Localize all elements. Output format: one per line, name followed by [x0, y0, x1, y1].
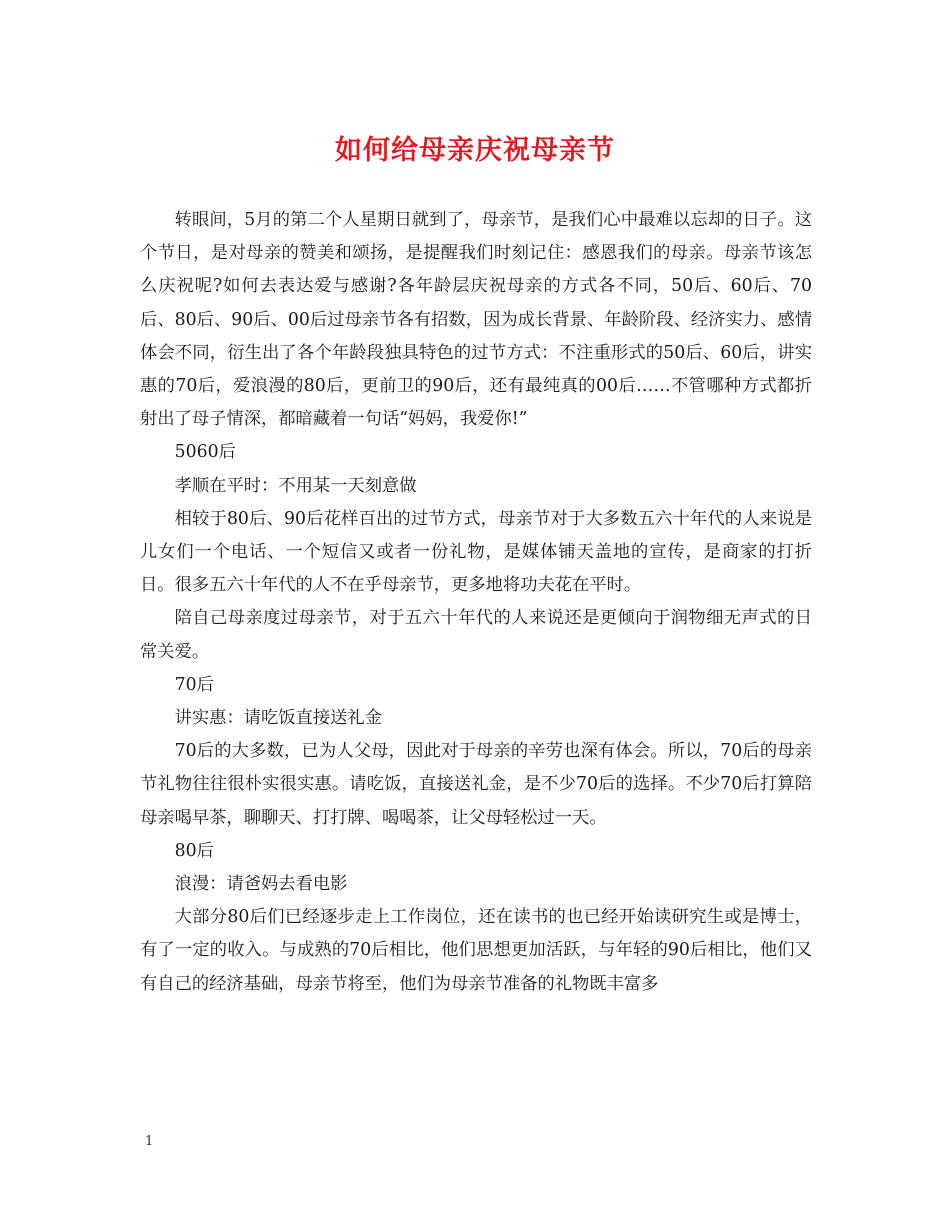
paragraph-5060-1: 相较于80后、90后花样百出的过节方式，母亲节对于大多数五六十年代的人来说是儿女们一个电话、一个短信又或者一份礼物，是媒体铺天盖地的宣传，是商家的打折日。很多五六十年代的人不在乎母亲节，更多地将功夫花在平时。 [140, 508, 812, 596]
section-subheading-70: 讲实惠：请吃饭直接送礼金 [174, 708, 382, 729]
paragraph-intro: 转眼间，5月的第二个人星期日就到了，母亲节，是我们心中最难以忘却的日子。这个节日，是对母亲的赞美和颂扬，是提醒我们时刻记住：感恩我们的母亲。母亲节该怎么庆祝呢?如何去表达爱与感谢?各年龄层庆祝母亲的方式各不同，50后、60后、70后、80后、90后、00后过母亲节各有招数，因为成长背景、年龄阶段、经济实力、感情体会不同，衍生出了各个年龄段独具特色的过节方式：不注重形式的50后、60后，讲实惠的70后，爱浪漫的80后，更前卫的90后，还有最纯真的00后……不管哪种方式都折射出了母子情深，都暗藏着一句话“妈妈，我爱你!” [140, 210, 812, 430]
section-subheading-5060: 孝顺在平时：不用某一天刻意做 [174, 475, 417, 496]
paragraph-70: 70后的大多数，已为人父母，因此对于母亲的辛劳也深有体会。所以，70后的母亲节礼物往往很朴实很实惠。请吃饭，直接送礼金，是不少70后的选择。不少70后打算陪母亲喝早茶，聊聊天、打打牌、喝喝茶，让父母轻松过一天。 [140, 741, 812, 828]
section-heading-70: 70后 [174, 674, 214, 695]
section-heading-5060: 5060后 [174, 442, 236, 463]
document-title: 如何给母亲庆祝母亲节 [335, 135, 615, 166]
page-number: 1 [145, 1134, 154, 1149]
document-body [140, 204, 812, 1001]
paragraph-80: 大部分80后们已经逐步走上工作岗位，还在读书的也已经开始读研究生或是博士，有了一定的收入。与成熟的70后相比，他们思想更加活跃，与年轻的90后相比，他们又有自己的经济基础，母亲节将至，他们为母亲节准备的礼物既丰富多 [140, 907, 812, 994]
paragraph-5060-2: 陪自己母亲度过母亲节，对于五六十年代的人来说还是更倾向于润物细无声式的日常关爱。 [140, 608, 812, 662]
section-heading-80: 80后 [174, 840, 214, 861]
section-subheading-80: 浪漫：请爸妈去看电影 [174, 874, 348, 895]
